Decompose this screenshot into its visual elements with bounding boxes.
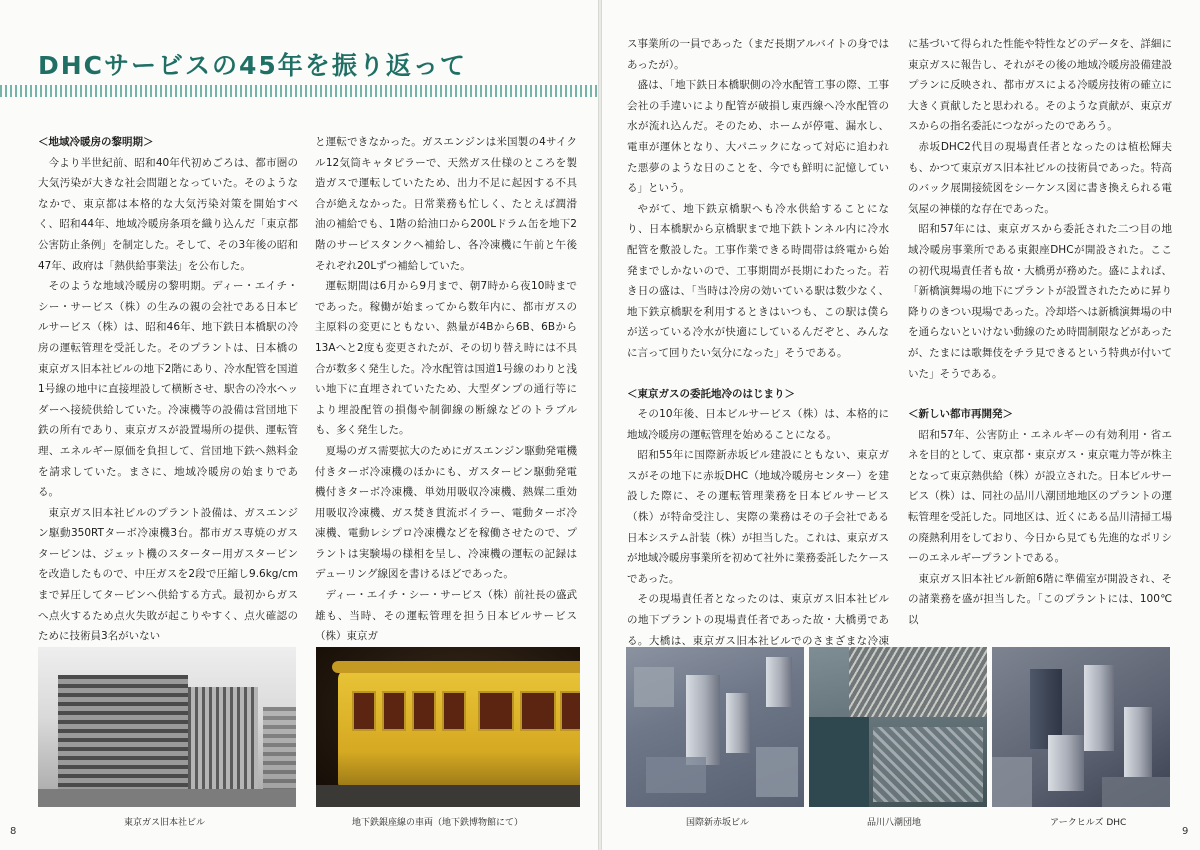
- paragraph: 盛は、「地下鉄日本橋駅側の冷水配管工事の際、工事会社の手違いにより配管が破損し東西線へ冷水配管の水が流れ込んだ。そのため、ホームが停電、漏水し、電車が運休となり、大パニックになって対応に追われた悪夢のような日のことを、今でも鮮明に記憶している」という。: [627, 79, 889, 195]
- page-number: 9: [1182, 826, 1189, 837]
- paragraph: その10年後、日本ビルサービス（株）は、本格的に地域冷暖房の運転管理を始めることになる。: [627, 408, 889, 441]
- paragraph: と運転できなかった。ガスエンジンは米国製の4サイクル12気筒キャタピラーで、天然ガス仕様のところを製造ガスで運転していたため、出力不足に起因する不具合が絶えなかった。日常業務も忙しく、たとえば潤滑油の補給でも、1階の給油口から200Lドラム缶を地下2階のサービスタンクへ補給し、各冷凍機に午前と午後それぞれ20Lずつ補給していた。: [315, 136, 577, 272]
- photo-ark-hills-dhc: [992, 647, 1170, 807]
- page-number: 8: [10, 826, 17, 837]
- paragraph: 東京ガス旧本社ビル新館6階に準備室が開設され、その諸業務を盛が担当した。「このプラントには、100℃以: [908, 572, 1172, 627]
- paragraph: ディー・エイチ・シー・サービス（株）前社長の盛武雄も、当時、その運転管理を担う日本ビルサービス（株）東京ガ: [315, 589, 577, 643]
- section-heading: ＜東京ガスの委託地冷のはじまり＞: [627, 387, 795, 400]
- paragraph: そのような地域冷暖房の黎明期。ディー・エイチ・シー・サービス（株）の生みの親の会社である日本ビルサービス（株）は、昭和46年、地下鉄日本橋駅の冷房の運転管理を受託した。そのプラントは、日本橋の東京ガス旧本社ビルの地下2階にあり、冷水配管を国道1号線の地中に直接埋設して横断させ、駅舎の冷水ヘッダーへ接続供給していた。冷凍機等の設備は営団地下鉄の所有であり、東京ガスが設置場所の提供、運転管理、エネルギー原価を負担して、営団地下鉄へ熱料金を請求していた。まさに、地域冷暖房の始まりである。: [38, 280, 298, 499]
- photo-caption: アークヒルズ DHC: [1050, 818, 1127, 828]
- paragraph: 東京ガス旧本社ビルのプラント設備は、ガスエンジン駆動350RTターボ冷凍機3台。都市ガス専焼のガスタービンは、ジェット機のスターター用ガスタービンを改造したもので、中圧ガスを2段で圧縮し9.6kg/cmまで昇圧してタービンへ供給する方式。最初からガスへ点火するため点火失敗が起こりやすく、点火確認のために技術員3名がいない: [38, 506, 298, 643]
- paragraph: 昭和57年、公害防止・エネルギーの有効利用・省エネを目的として、東京都・東京ガス・東京電力等が株主となって東京熱供給（株）が設立された。日本ビルサービス（株）は、同社の品川八潮団地地区のプラントの運転管理を受託した。同地区は、近くにある品川清掃工場の廃熱利用をしており、今日から見ても先進的なポリシーのエネルギープラントである。: [908, 428, 1172, 565]
- paragraph: に基づいて得られた性能や特性などのデータを、詳細に東京ガスに報告し、それがその後の地域冷暖房設備建設プランに反映され、都市ガスによる冷暖房技術の確立に大きく貢献したと思われる。そのような貢献が、東京ガスからの指名委託につながったのであろう。: [908, 38, 1172, 133]
- paragraph: 昭和55年に国際新赤坂ビル建設にともない、東京ガスがその地下に赤坂DHC（地域冷暖房センター）を建設した際に、その運転管理業務を日本ビルサービス（株）が特命受注し、実際の業務はその子会社である日本システム計装（株）が担当した。これは、東京ガスが地域冷暖房事業所を初めて社外に業務委託したケースであった。: [627, 449, 889, 585]
- photo-subway-car: [316, 647, 580, 807]
- paragraph: 赤坂DHC2代目の現場責任者となったのは植松輝夫も、かつて東京ガス旧本社ビルの技術員であった。特高のバック展開接続図をシーケンス図に書き換えられる電気屋の神様的な存在であった。: [908, 140, 1172, 215]
- section-heading: ＜地域冷暖房の黎明期＞: [38, 136, 154, 148]
- paragraph: ス事業所の一員であった（まだ長期アルバイトの身ではあったが）。: [627, 38, 889, 71]
- column-2: [315, 132, 577, 647]
- photo-caption: 地下鉄銀座線の車両（地下鉄博物館にて）: [352, 818, 524, 828]
- paragraph: やがて、地下鉄京橋駅へも冷水供給することになり、日本橋駅から京橋駅まで地下鉄トンネル内に冷水配管を敷設した。工事作業できる時間帯は終電から始発までしかないので、工事期間が長期にわたった。若き日の盛は、「当時は冷房の効いている駅は数少なく、地下鉄京橋駅を利用するときはいつも、この駅は僕らが送っている冷水が快適にしているんだぞと、みんなに言って回りたい気分になった」そうである。: [627, 202, 889, 359]
- paragraph: 今より半世紀前、昭和40年代初めごろは、都市圏の大気汚染が大きな社会問題となっていた。そのようななかで、東京都は本格的な大気汚染対策を開始すべく、昭和44年、地域冷暖房条項を織り込んだ「東京都公害防止条例」を制定した。そして、その3年後の昭和47年、政府は「熱供給事業法」を公布した。: [38, 156, 298, 272]
- left-page: [0, 0, 598, 850]
- right-page: [602, 0, 1200, 850]
- column-1: [38, 132, 298, 647]
- section-heading: ＜新しい都市再開発＞: [908, 408, 1013, 421]
- article-title: DHCサービスの45年を振り返って: [38, 51, 467, 80]
- photo-caption: 東京ガス旧本社ビル: [124, 818, 206, 828]
- paragraph: 運転期間は6月から9月まで、朝7時から夜10時までであった。稼働が始まってから数年内に、都市ガスの主原料の変更にともない、熱量が4Bから6B、6Bから13Aへと2度も変更されたが、その切り替え時には不具合が数多く発生した。冷水配管は国道1号線のわりと浅い地下に直埋されていたため、大型ダンプの通行等により埋設配管の損傷や制御線の断線などのトラブルも、多く発生した。: [315, 280, 577, 437]
- paragraph: その現場責任者となったのは、東京ガス旧本社ビルの地下プラントの現場責任者であった故・大橋勇である。大橋は、東京ガス旧本社ビルでのさまざまな冷凍: [627, 593, 889, 647]
- photo-caption: 国際新赤坂ビル: [686, 818, 750, 828]
- column-3: [627, 34, 889, 672]
- photo-kokusai-shin-akasaka-building: [626, 647, 804, 807]
- paragraph: 夏場のガス需要拡大のためにガスエンジン駆動発電機付きターボ冷凍機のほかにも、ガスタービン駆動発電機付きターボ冷凍機、単効用吸収冷凍機、熱媒二重効用吸収冷凍機、ガス焚き貫流ボイラー、電動ターボ冷凍機、電動レシプロ冷凍機などを稼働させたので、プラントは実験場の様相を呈し、冷凍機の運転の記録はデューリング線図を書けるほどであった。: [315, 444, 577, 581]
- photo-shinagawa-yashio-danchi: [809, 647, 987, 807]
- paragraph: 昭和57年には、東京ガスから委託された二つ目の地域冷暖房事業所である東銀座DHCが開設された。ここの初代現場責任者も故・大橋勇が務めた。盛によれば、「新橋演舞場の地下にプラントが設置されたために昇り降りのきつい現場であった。冷却塔へは新橋演舞場の中を通らないといけない動線のため時間制限などがあったが、たまには歌舞伎をチラ見できるという特典が付いていた」そうである。: [908, 223, 1172, 380]
- title-decorative-rule: [0, 85, 598, 97]
- photo-tokyo-gas-building: [38, 647, 296, 807]
- column-4: [908, 34, 1172, 631]
- photo-caption: 品川八潮団地: [867, 818, 922, 828]
